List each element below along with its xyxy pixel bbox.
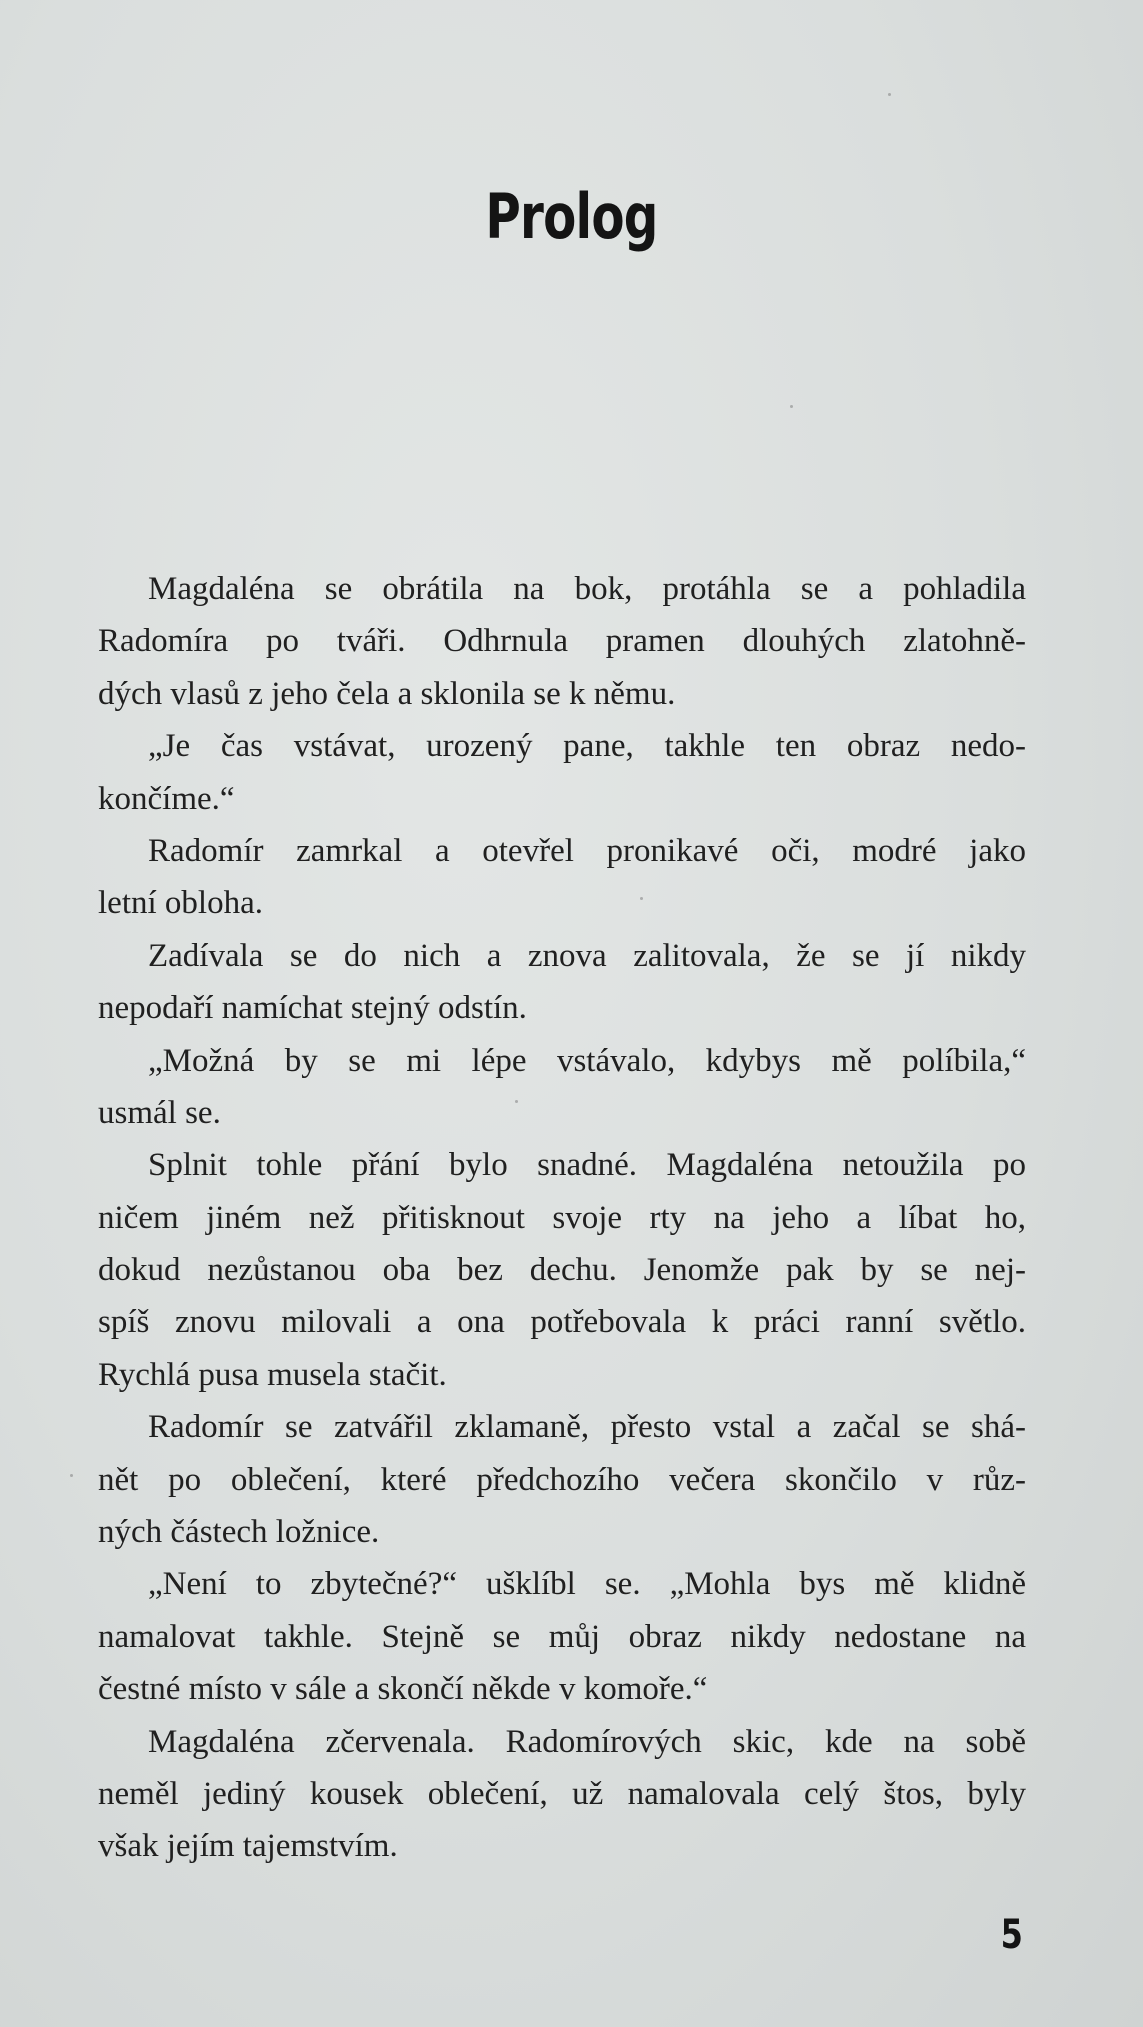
text-line: čestné místo v sále a skončí někde v komoře.“ bbox=[98, 1671, 708, 1708]
text-line: nět po oblečení, které předchozího večera skončilo v růz- bbox=[98, 1461, 1026, 1498]
text-line: „Možná by se mi lépe vstávalo, kdybys mě políbila,“ bbox=[148, 1042, 1026, 1079]
text-line: „Není to zbytečné?“ ušklíbl se. „Mohla bys mě klidně bbox=[148, 1566, 1026, 1603]
text-line: Magdaléna zčervenala. Radomírových skic, kde na sobě bbox=[148, 1723, 1026, 1760]
text-line: končíme.“ bbox=[98, 780, 235, 817]
text-line: Radomír se zatvářil zklamaně, přesto vstal a začal se shá- bbox=[148, 1409, 1026, 1446]
text-line: Splnit tohle přání bylo snadné. Magdaléna netoužila po bbox=[148, 1147, 1026, 1184]
text-line: nepodaří namíchat stejný odstín. bbox=[98, 990, 527, 1027]
text-line: Radomír zamrkal a otevřel pronikavé oči, modré jako bbox=[148, 832, 1026, 869]
text-line: usmál se. bbox=[98, 1094, 221, 1131]
dust-speck bbox=[790, 405, 793, 408]
text-line: Rychlá pusa musela stačit. bbox=[98, 1356, 447, 1393]
text-line: letní obloha. bbox=[98, 885, 263, 922]
text-line: neměl jediný kousek oblečení, už namalovala celý štos, byly bbox=[98, 1775, 1026, 1812]
chapter-title: Prolog bbox=[485, 180, 658, 253]
text-line: však jejím tajemstvím. bbox=[98, 1828, 398, 1865]
dust-speck bbox=[888, 93, 891, 96]
text-line: dých vlasů z jeho čela a sklonila se k němu. bbox=[98, 675, 676, 712]
text-line: „Je čas vstávat, urozený pane, takhle ten obraz nedo- bbox=[148, 728, 1026, 765]
text-line: namalovat takhle. Stejně se můj obraz nikdy nedostane na bbox=[98, 1618, 1026, 1655]
body-text bbox=[98, 563, 1026, 1873]
text-line: Zadívala se do nich a znova zalitovala, že se jí nikdy bbox=[148, 937, 1026, 974]
text-line: dokud nezůstanou oba bez dechu. Jenomže pak by se nej- bbox=[98, 1252, 1026, 1289]
text-line: ných částech ložnice. bbox=[98, 1514, 380, 1551]
page-number: 5 bbox=[1000, 1912, 1023, 1958]
text-line: Radomíra po tváři. Odhrnula pramen dlouhých zlatohně- bbox=[98, 623, 1026, 660]
text-line: ničem jiném než přitisknout svoje rty na jeho a líbat ho, bbox=[98, 1199, 1026, 1236]
dust-speck bbox=[70, 1474, 73, 1477]
text-line: Magdaléna se obrátila na bok, protáhla se a pohladila bbox=[148, 571, 1026, 607]
text-line: spíš znovu milovali a ona potřebovala k práci ranní světlo. bbox=[98, 1304, 1026, 1341]
